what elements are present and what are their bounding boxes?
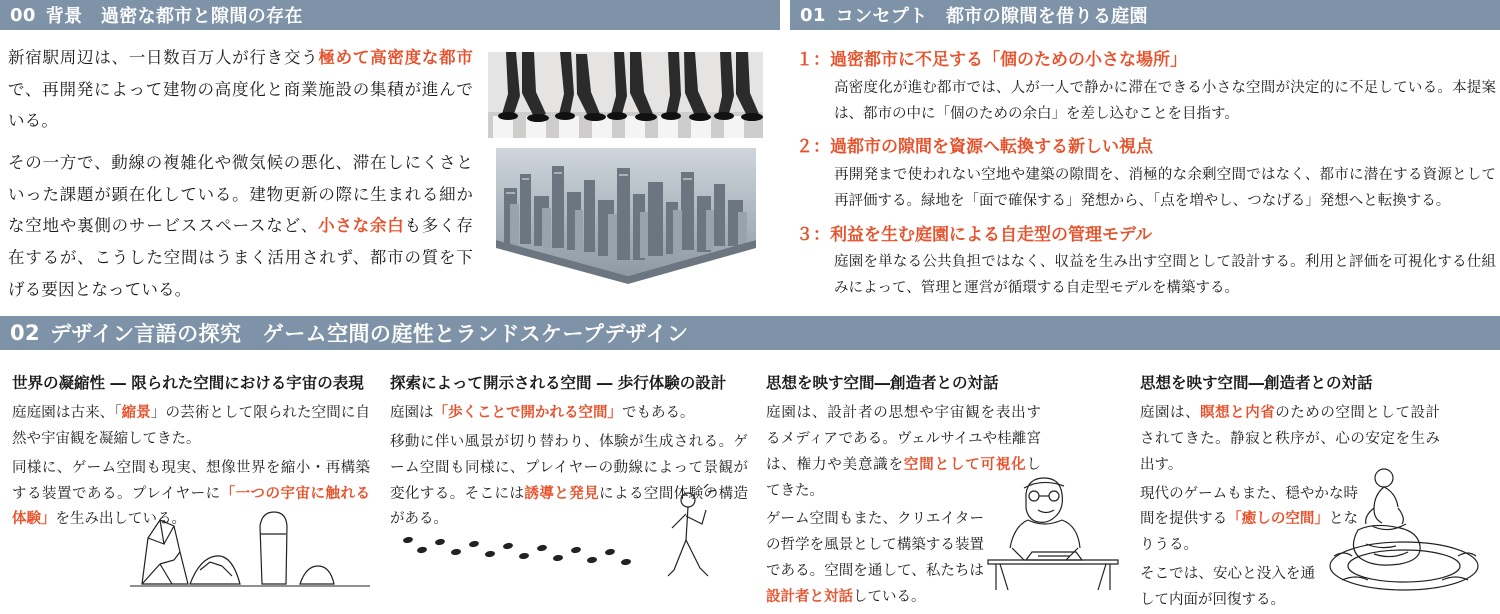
text-run: による空間体験の構造がある。: [390, 485, 749, 528]
text-run: で、再開発によって建物の高度化と商業施設の集積が進んでいる。: [8, 79, 473, 131]
text-run: 庭園は、設計者の思想や宇宙観を表出するメディアである。ヴェルサイユや桂離宮は、権力や美意識を: [766, 405, 1041, 473]
section-00-number: 00: [10, 4, 36, 26]
dense-city-aerial-photo: [488, 148, 766, 288]
column-title: 思想を映す空間―創造者との対話: [766, 374, 999, 392]
paragraph: [12, 401, 370, 453]
paragraph: [1140, 562, 1315, 614]
text-run: 新宿駅周辺は、一日数百万人が行き交う: [8, 48, 319, 67]
text-run: 」の芸術として限られた空間に自然や宇宙観を凝縮してきた。: [12, 405, 371, 448]
design-column-1: [12, 372, 370, 597]
text-run-highlight: 設計者と対話: [766, 588, 853, 605]
text-run: している。: [853, 588, 926, 605]
section-01-title: コンセプト 都市の隙間を借りる庭園: [835, 6, 1148, 27]
concept-body: 庭園を単なる公共負担ではなく、収益を生み出す空間として設計する。利用と評価を可視化する仕組みによって、管理と運営が循環する自走型モデルを構築する。: [834, 254, 1496, 297]
text-run-highlight: 極めて高密度な都市: [318, 48, 473, 67]
paragraph: [8, 42, 473, 137]
column-title: 思想を映す空間―創造者との対話: [1140, 374, 1373, 392]
rock-garden-stones-sketch: [130, 474, 370, 592]
text-run: その一方で、動線の複雑化や微気候の悪化、滞在しにくさといった課題が顕在化している。建物更新の際に生まれる細かな空地や裏側のサービススペースなど、: [8, 153, 473, 236]
paragraph: [8, 147, 473, 305]
text-run: ゲーム空間もまた、クリエイターの哲学を風景として構築する装置である。空間を通して、私たちは: [766, 511, 984, 580]
paragraph: [766, 507, 984, 610]
concept-body: 再開発まで使われない空地や建築の隙間を、消極的な余剰空間ではなく、都市に潜在する資源として再評価する。緑地を「面で確保する」発想から、「点を増やし、つなげる」発想へと転換する。: [834, 167, 1496, 209]
text-run: も多く存在するが、こうした空間はうまく活用されず、都市の質を下げる要因となっている。: [8, 216, 473, 299]
text-run: 移動に伴い風景が切り替わり、体験が生成される。ゲーム空間も同様に、プレイヤーの動線によって景観が変化する。そこには: [390, 434, 748, 502]
text-run-highlight: 空間として可視化: [903, 456, 1027, 473]
text-run: を生み出している。: [55, 511, 186, 528]
concept-heading: １：過密都市に不足する「個のための小さな場所」: [796, 50, 1187, 70]
text-run: となりうる。: [1140, 511, 1359, 554]
text-run-highlight: 「一つの宇宙に触れる体験」: [12, 485, 370, 528]
section-00-header: [0, 0, 780, 30]
text-run-highlight: 「歩くことで開かれる空間」: [433, 405, 622, 422]
walking-person-footprints-sketch: [396, 484, 746, 594]
crosswalk-legs-photo: [488, 52, 763, 138]
section-02-number: 02: [10, 321, 41, 345]
text-run-highlight: 「癒しの空間」: [1227, 511, 1329, 528]
concept-heading: ３：利益を生む庭園による自走型の管理モデル: [796, 224, 1153, 245]
section-00-title: 背景 過密な都市と隙間の存在: [45, 6, 303, 27]
section-00-text: [8, 42, 473, 305]
section-02-title: デザイン言語の探究 ゲーム空間の庭性とランドスケープデザイン: [50, 322, 689, 346]
text-run: 現代のゲームもまた、穏やかな時間を提供する: [1140, 485, 1358, 528]
text-run-highlight: 縮景: [121, 405, 151, 422]
text-run: そこでは、安心と没入を通して内面が回復する。: [1140, 566, 1315, 608]
text-run: 庭園は、: [1140, 405, 1201, 422]
text-run-highlight: 瞑想と内省: [1200, 405, 1276, 422]
column-title: 探索によって開示される空間 ― 歩行体験の設計: [390, 374, 727, 392]
text-run: してきた。: [766, 456, 1042, 499]
meditating-figure-on-rock-sketch: [1318, 456, 1498, 596]
design-column-4: [1140, 372, 1496, 608]
section-01-list: [796, 46, 1496, 304]
design-column-2: [390, 372, 748, 597]
column-title: 世界の凝縮性 ― 限られた空間における宇宙の表現: [12, 374, 364, 392]
concept-body: 高密度化が進む都市では、人が一人で静かに滞在できる小さな空間が決定的に不足している。本提案は、都市の中に「個のための余白」を差し込むことを目指す。: [834, 79, 1496, 122]
concept-item: [796, 221, 1496, 302]
text-run: 庭園は: [390, 405, 434, 422]
concept-item: [796, 133, 1496, 214]
concept-heading: ２：過都市の隙間を資源へ転換する新しい視点: [796, 137, 1153, 158]
section-02-header: [0, 316, 1500, 350]
designer-at-desk-sketch: [978, 464, 1128, 594]
section-01-header: [790, 0, 1500, 30]
concept-item: [796, 46, 1496, 127]
text-run: でもある。: [622, 405, 695, 422]
paragraph: [390, 401, 748, 427]
text-run: 庭庭園は古来、「: [12, 405, 122, 422]
text-run-highlight: 誘導と発見: [524, 485, 600, 502]
text-run-highlight: 小さな余白: [318, 216, 405, 236]
text-run: 同様に、ゲーム空間も現実、想像世界を縮小・再構築する装置である。プレイヤーに: [12, 459, 370, 502]
section-00-images: [488, 52, 768, 287]
text-run: のための空間として設計されてきた。静寂と秩序が、心の安定を生み出す。: [1140, 405, 1441, 473]
section-01-number: 01: [800, 4, 826, 26]
design-column-3: [766, 372, 1124, 605]
